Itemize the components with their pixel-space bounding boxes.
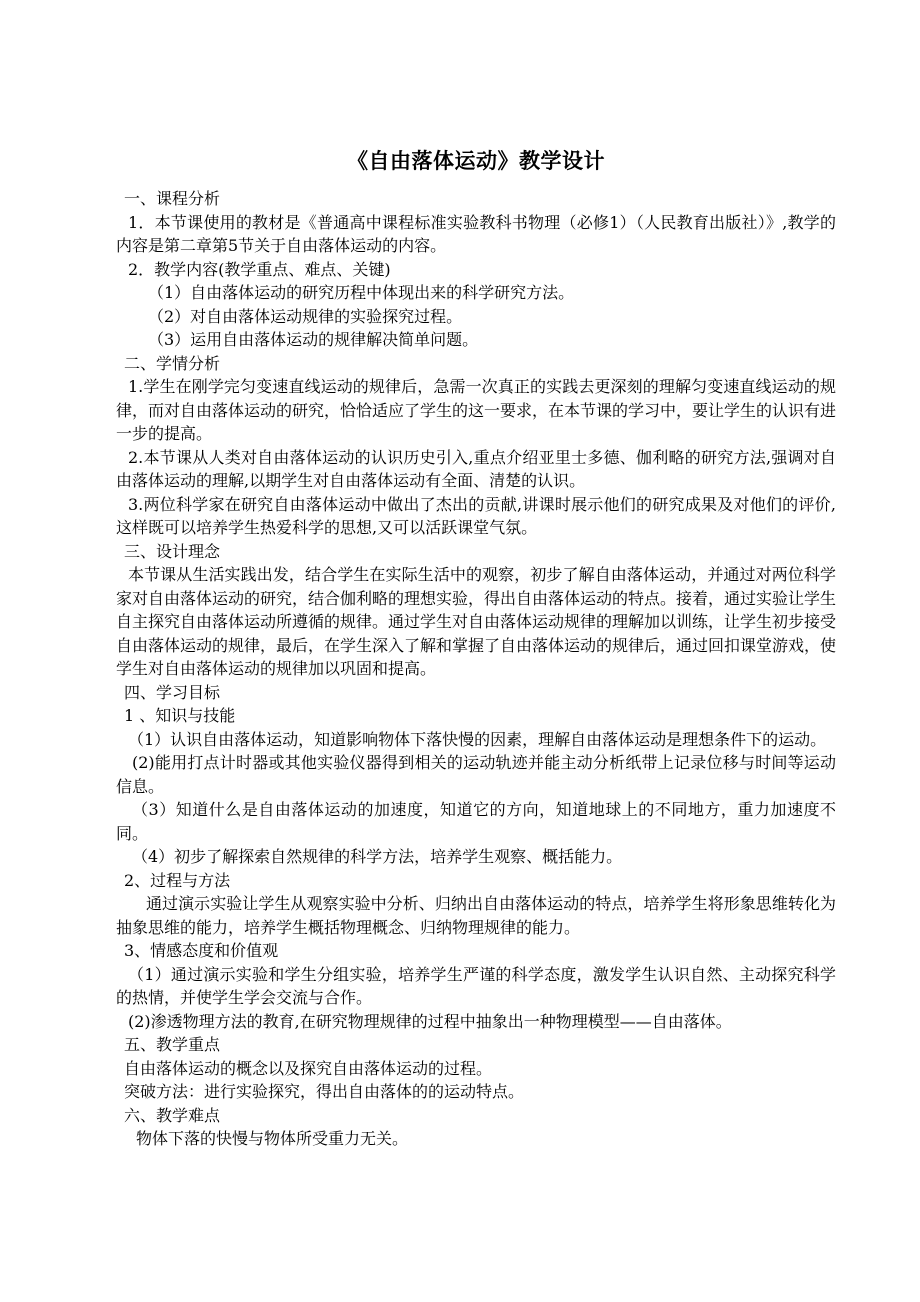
section-heading-course-analysis: 一、课程分析 xyxy=(124,189,221,208)
list-item: （3）运用自由落体运动的规律解决简单问题。 xyxy=(148,330,479,349)
paragraph: 1.学生在刚学完匀变速直线运动的规律后，急需一次真正的实践去更深刻的理解匀变速直线运动的规律，而对自由落体运动的研究，恰恰适应了学生的这一要求，在本节课的学习中，要让学生的认识有进一步的提高。 xyxy=(116,377,837,443)
section-heading-design-concept: 三、设计理念 xyxy=(124,541,221,561)
paragraph: （1）通过演示实验和学生分组实验，培养学生严谨的科学态度，激发学生认识自然、主动探究科学的热情，并使学生学会交流与合作。 xyxy=(116,964,836,1007)
subsection-heading: 1 、知识与技能 xyxy=(124,706,236,725)
paragraph: （3）知道什么是自由落体运动的加速度，知道它的方向，知道地球上的不同地方，重力加速度不同。 xyxy=(116,800,836,843)
paragraph: (2)能用打点计时器或其他实验仪器得到相关的运动轨迹并能主动分析纸带上记录位移与时间等运动信息。 xyxy=(116,753,836,796)
section-heading-student-analysis: 二、学情分析 xyxy=(124,353,221,373)
paragraph: 突破方法：进行实验探究，得出自由落体的的运动特点。 xyxy=(124,1082,525,1101)
paragraph: （1）认识自由落体运动，知道影响物体下落快慢的因素，理解自由落体运动是理想条件下的运动。 xyxy=(128,729,827,749)
section-heading-teaching-difficulty: 六、教学难点 xyxy=(124,1105,221,1125)
paragraph: 2．教学内容(教学重点、难点、关键) xyxy=(128,259,391,279)
paragraph: 3.两位科学家在研究自由落体运动中做出了杰出的贡献,讲课时展示他们的研究成果及对他们的评价,这样既可以培养学生热爱科学的思想,又可以活跃课堂气氛。 xyxy=(116,494,836,537)
paragraph: 1．本节课使用的教材是《普通高中课程标准实验教科书物理（必修1）（人民教育出版社）》,教学的内容是第二章第5节关于自由落体运动的内容。 xyxy=(116,212,836,255)
paragraph: 本节课从生活实践出发，结合学生在实际生活中的观察，初步了解自由落体运动，并通过对两位科学家对自由落体运动的研究，结合伽利略的理想实验，得出自由落体运动的特点。接着，通过实验让学生自主探究自由落体运动所遵循的规律。通过学生对自由落体运动规律的理解加以训练，让学生初步接受自由落体运动的规律，最后，在学生深入了解和掌握了自由落体运动的规律后，通过回扣课堂游戏，使学生对自由落体运动的规律加以巩固和提高。 xyxy=(116,565,837,678)
section-heading-learning-goals: 四、学习目标 xyxy=(124,682,221,702)
paragraph: 自由落体运动的概念以及探究自由落体运动的过程。 xyxy=(124,1058,493,1078)
list-item: （1）自由落体运动的研究历程中体现出来的科学研究方法。 xyxy=(148,283,575,302)
section-heading-teaching-focus: 五、教学重点 xyxy=(124,1035,221,1054)
document-page xyxy=(116,145,836,1151)
subsection-heading: 3、情感态度和价值观 xyxy=(124,941,279,960)
document-title: 《自由落体运动》教学设计 xyxy=(347,149,605,173)
paragraph: 通过演示实验让学生从观察实验中分析、归纳出自由落体运动的特点，培养学生将形象思维转化为抽象思维的能力，培养学生概括物理概念、归纳物理规律的能力。 xyxy=(116,894,836,937)
paragraph: 物体下落的快慢与物体所受重力无关。 xyxy=(136,1129,409,1148)
paragraph: (2)渗透物理方法的教育,在研究物理规律的过程中抽象出一种物理模型——自由落体。 xyxy=(128,1011,732,1031)
paragraph: 2.本节课从人类对自由落体运动的认识历史引入,重点介绍亚里士多德、伽利略的研究方法,强调对自由落体运动的理解,以期学生对自由落体运动有全面、清楚的认识。 xyxy=(116,447,836,490)
list-item: （2）对自由落体运动规律的实验探究过程。 xyxy=(148,306,463,326)
subsection-heading: 2、过程与方法 xyxy=(124,870,231,890)
paragraph: （4）初步了解探索自然规律的科学方法，培养学生观察、概括能力。 xyxy=(132,847,623,866)
